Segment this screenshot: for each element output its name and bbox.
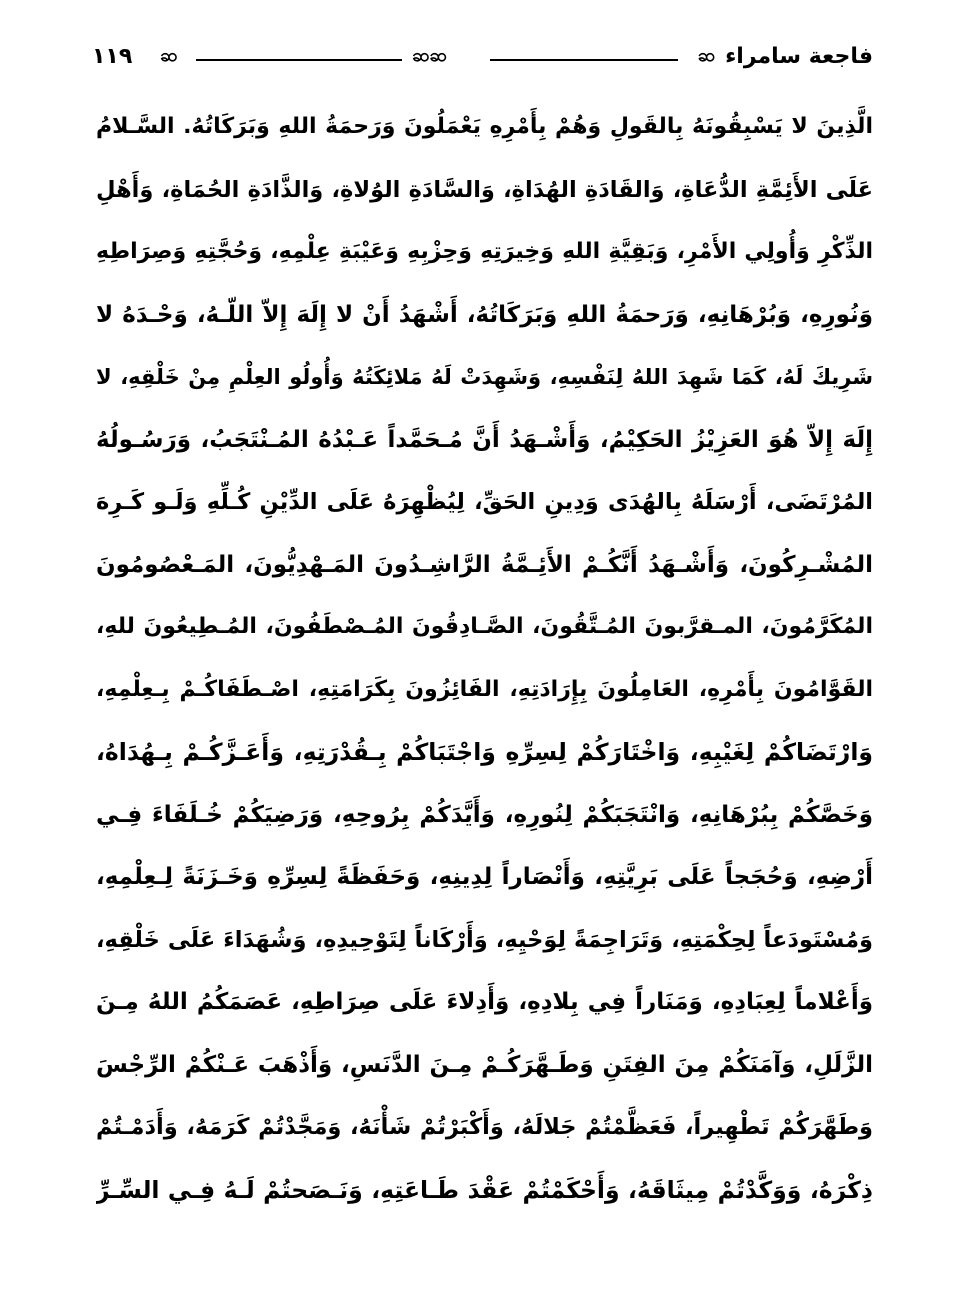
book-title: فاجعة سامراء: [725, 44, 873, 69]
body-text: [96, 96, 873, 1221]
text-line-10: القَوَّامُونَ بِأَمْرِهِ، العَامِلُونَ بِإِرَادَتِهِ، الفَائِزُونَ بِكَرَامَتِهِ، اصْـطَفَاكُـمْ بِـعِلْمِهِ،: [96, 676, 873, 702]
text-line-17: وَطَهَّرَكُمْ تَطْهِيراً، فَعَظَّمْتُمْ جَلالَهُ، وَأَكْبَرْتُمْ شَأْنَهُ، وَمَجَّدْتُمْ كَرَمَهُ، وَأَدَمْـتُمْ: [96, 1114, 873, 1140]
page-number: ١١٩: [92, 44, 133, 69]
text-line-2: عَلَى الأَئِمَّةِ الدُّعَاةِ، وَالقَادَةِ الهُدَاةِ، وَالسَّادَةِ الوُلاةِ، وَالذَّادَةِ الحُمَاةِ، وَأَهْلِ: [96, 176, 873, 203]
text-line-12: وَخَصَّكُمْ بِبُرْهَانِهِ، وَانْتَجَبَكُمْ لِنُورِهِ، وَأَيَّدَكُمْ بِرُوحِهِ، وَرَضِيَكُمْ خُـلَفَاءَ فِـي: [96, 801, 873, 828]
text-line-7: المُرْتَضَى، أَرْسَلَهُ بِالهُدَى وَدِينِ الحَقِّ، لِيُظْهِرَهُ عَلَى الدِّيْنِ كُـلِّهِ وَلَـو كَـرِهَ: [96, 489, 873, 515]
header-rule-left: [196, 59, 402, 61]
text-line-14: وَمُسْتَودَعاً لِحِكْمَتِهِ، وَتَرَاجِمَةً لِوَحْيِهِ، وَأَرْكَاناً لِتَوْحِيدِهِ، وَشُهَدَاءَ عَلَى خَلْقِهِ،: [96, 926, 873, 953]
page-header: [92, 38, 873, 78]
text-line-9: المُكَرَّمُونَ، المـقرَّبونَ المُـتَّقُونَ، الصَّـادِقُونَ المُـصْطَفُونَ، المُـطِيعُونَ للهِ،: [96, 614, 873, 639]
ornament-center-icon: ဆဆ: [412, 45, 447, 66]
text-line-11: وَارْتَضَاكُمْ لِغَيْبِهِ، وَاخْتَارَكُمْ لِسِرِّهِ وَاجْتَبَاكُمْ بِـقُدْرَتِهِ، وَأَعَـزَّكُـمْ بِـهُدَاهُ،: [96, 738, 873, 766]
ornament-left-icon: ဆ: [160, 45, 178, 66]
text-line-6: إِلَهَ إِلاّ هُوَ العَزِيْزُ الحَكِيْمُ، وَأَشْـهَدُ أَنَّ مُـحَمَّداً عَـبْدُهُ المُـنْتَجَبُ، وَرَسُـولُهُ: [96, 426, 873, 453]
header-rule-right: [490, 59, 678, 61]
text-line-3: الذِّكْرِ وَأُولِي الأَمْرِ، وَبَقِيَّةِ اللهِ وَخِيرَتِهِ وَحِزْبِهِ وَعَيْبَةِ عِلْمِهِ، وَحُجَّتِهِ وَصِرَاطِهِ: [96, 239, 873, 264]
text-line-16: الزَّلَلِ، وَآمَنَكُمْ مِنَ الفِتَنِ وَطَـهَّرَكُـمْ مِـنَ الدَّنَسِ، وَأَذْهَبَ عَـنْكُمْ الرِّجْسَ: [96, 1051, 873, 1078]
text-line-1: الَّذِينَ لا يَسْبِقُونَهُ بِالقَولِ وَهُمْ بِأَمْرِهِ يَعْمَلُونَ وَرَحمَةُ اللهِ وَبَرَكَاتُهُ. السَّـلامُ: [96, 114, 873, 139]
text-line-5: شَرِيكَ لَهُ، كَمَا شَهِدَ اللهُ لِنَفْسِهِ، وَشَهِدَتْ لَهُ مَلائِكَتُهُ وَأُولُو العِلْمِ مِنْ خَلْقِهِ، لا: [96, 365, 873, 389]
text-line-13: أَرْضِهِ، وَحُجَجاً عَلَى بَرِيَّتِهِ، وَأَنْصَاراً لِدِينِهِ، وَحَفَظَةً لِسِرِّهِ وَخَـزَنَةً لِـعِلْمِهِ،: [96, 864, 873, 890]
text-line-4: وَنُورِهِ، وَبُرْهَانِهِ، وَرَحمَةُ اللهِ وَبَرَكَاتُهُ، أَشْهَدُ أَنْ لا إِلَهَ إِلاّ اللّـهُ، وَحْـدَهُ لا: [96, 301, 873, 328]
text-line-15: وَأَعْلاماً لِعِبَادِهِ، وَمَنَاراً فِي بِلادِهِ، وَأَدِلاءَ عَلَى صِرَاطِهِ، عَصَمَكُمُ اللهُ مِـنَ: [96, 989, 873, 1015]
text-line-18: ذِكْرَهُ، وَوَكَّدْتُمْ مِيثَاقَهُ، وَأَحْكَمْتُمْ عَقْدَ طَـاعَتِهِ، وَنَـصَحتُمْ لَـهُ فِـي السِّـرِّ: [96, 1175, 873, 1204]
ornament-right-icon: ဆ: [697, 45, 715, 66]
text-line-8: المُشْـرِكُونَ، وَأَشْـهَدُ أَنَّكُـمْ الأَئِـمَّةُ الرَّاشِـدُونَ المَـهْدِيُّونَ، المَـعْصُومُونَ: [96, 551, 873, 578]
